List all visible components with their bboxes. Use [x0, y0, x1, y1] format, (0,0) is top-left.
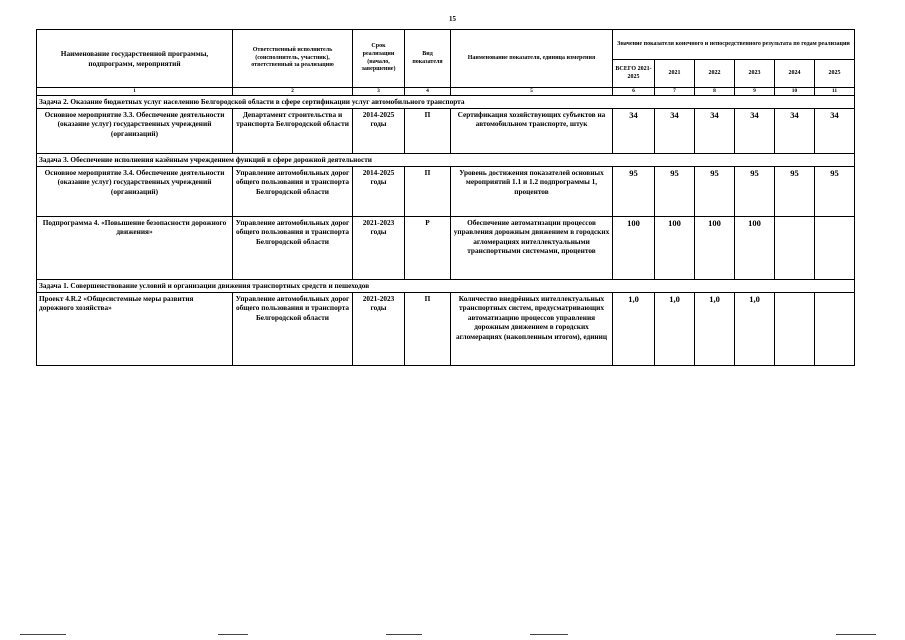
- row-name: Подпрограмма 4. «Повышение безопасности дорожного движения»: [37, 217, 233, 280]
- row-executor: Департамент строительства и транспорта Белгородской области: [233, 109, 353, 154]
- header-2023: 2023: [735, 60, 775, 88]
- row-name: Основное мероприятие 3.3. Обеспечение деятельности (оказание услуг) государственных учреждений (организаций): [37, 109, 233, 154]
- header-type: Вид показателя: [405, 30, 451, 88]
- table-row: [37, 217, 855, 280]
- value-2025: 34: [815, 109, 855, 154]
- row-indicator: Обеспечение автоматизации процессов управления дорожным движением в городских агломерациях интеллектуальными транспортными системами, процентов: [451, 217, 613, 280]
- value-total: 1,0: [613, 293, 655, 366]
- value-total: 100: [613, 217, 655, 280]
- header-period: Срок реализации (начало, завершение): [353, 30, 405, 88]
- value-2021: 100: [655, 217, 695, 280]
- row-period: 2021-2023 годы: [353, 293, 405, 366]
- row-executor: Управление автомобильных дорог общего пользования и транспорта Белгородской области: [233, 167, 353, 217]
- col-number: 10: [775, 88, 815, 96]
- value-2021: 1,0: [655, 293, 695, 366]
- row-period: 2021-2023 годы: [353, 217, 405, 280]
- task-row: [37, 280, 855, 293]
- value-2024: 95: [775, 167, 815, 217]
- col-number: 4: [405, 88, 451, 96]
- row-period: 2014-2025 годы: [353, 109, 405, 154]
- header-executor: Ответственный исполнитель (соисполнитель, участник), ответственный за реализацию: [233, 30, 353, 88]
- task-row: [37, 154, 855, 167]
- col-number: 1: [37, 88, 233, 96]
- value-2024: 34: [775, 109, 815, 154]
- col-number: 5: [451, 88, 613, 96]
- header-2022: 2022: [695, 60, 735, 88]
- row-name: Проект 4.R.2 «Общесистемные меры развития дорожного хозяйства»: [37, 293, 233, 366]
- col-number: 6: [613, 88, 655, 96]
- value-2023: 100: [735, 217, 775, 280]
- col-number: 11: [815, 88, 855, 96]
- value-2024: [775, 217, 815, 280]
- row-indicator: Уровень достижения показателей основных мероприятий 1.1 и 1.2 подпрограммы 1, процентов: [451, 167, 613, 217]
- col-number: 9: [735, 88, 775, 96]
- value-2023: 1,0: [735, 293, 775, 366]
- header-name: Наименование государственной программы, подпрограмм, мероприятий: [37, 30, 233, 88]
- row-period: 2014-2025 годы: [353, 167, 405, 217]
- header-total: ВСЕГО 2021-2025: [613, 60, 655, 88]
- value-2025: 95: [815, 167, 855, 217]
- col-number: 3: [353, 88, 405, 96]
- column-numbers-row: [37, 88, 855, 96]
- footer-rule: [218, 634, 248, 635]
- col-number: 2: [233, 88, 353, 96]
- row-executor: Управление автомобильных дорог общего пользования и транспорта Белгородской области: [233, 217, 353, 280]
- value-2023: 34: [735, 109, 775, 154]
- value-2022: 1,0: [695, 293, 735, 366]
- task-row: [37, 96, 855, 109]
- table-row: [37, 293, 855, 366]
- header-2024: 2024: [775, 60, 815, 88]
- footer-rule: [20, 634, 66, 635]
- value-2022: 34: [695, 109, 735, 154]
- value-2021: 34: [655, 109, 695, 154]
- task-title: Задача 1. Совершенствование условий и организации движения транспортных средств и пешеходов: [37, 280, 855, 293]
- row-type: П: [405, 293, 451, 366]
- row-type: Р: [405, 217, 451, 280]
- row-name: Основное мероприятие 3.4. Обеспечение деятельности (оказание услуг) государственных учреждений (организаций): [37, 167, 233, 217]
- value-2022: 95: [695, 167, 735, 217]
- row-indicator: Количество внедрённых интеллектуальных транспортных систем, предусматривающих автоматизацию процессов управления дорожным движением в городских агломерациях (накопленным итогом), единиц: [451, 293, 613, 366]
- value-2024: [775, 293, 815, 366]
- col-number: 7: [655, 88, 695, 96]
- header-row: [37, 30, 855, 60]
- footer-rule: [386, 634, 422, 635]
- header-2021: 2021: [655, 60, 695, 88]
- task-title: Задача 3. Обеспечение исполнения казённым учреждением функций в сфере дорожной деятельности: [37, 154, 855, 167]
- value-2021: 95: [655, 167, 695, 217]
- footer-rule: [530, 634, 568, 635]
- value-2022: 100: [695, 217, 735, 280]
- row-type: П: [405, 109, 451, 154]
- row-indicator: Сертификация хозяйствующих субъектов на автомобильном транспорте, штук: [451, 109, 613, 154]
- page-number: 15: [449, 15, 456, 23]
- row-executor: Управление автомобильных дорог общего пользования и транспорта Белгородской области: [233, 293, 353, 366]
- task-title: Задача 2. Оказание бюджетных услуг населению Белгородской области в сфере сертификации услуг автомобильного транспорта: [37, 96, 855, 109]
- row-type: П: [405, 167, 451, 217]
- header-2025: 2025: [815, 60, 855, 88]
- value-2025: [815, 293, 855, 366]
- col-number: 8: [695, 88, 735, 96]
- value-2023: 95: [735, 167, 775, 217]
- header-indicator: Наименование показателя, единица измерения: [451, 30, 613, 88]
- table-row: [37, 167, 855, 217]
- value-total: 95: [613, 167, 655, 217]
- indicators-table: [36, 29, 855, 366]
- header-values-group: Значение показателя конечного и непосредственного результата по годам реализации: [613, 30, 855, 60]
- table-row: [37, 109, 855, 154]
- value-total: 34: [613, 109, 655, 154]
- footer-rule: [836, 634, 876, 635]
- value-2025: [815, 217, 855, 280]
